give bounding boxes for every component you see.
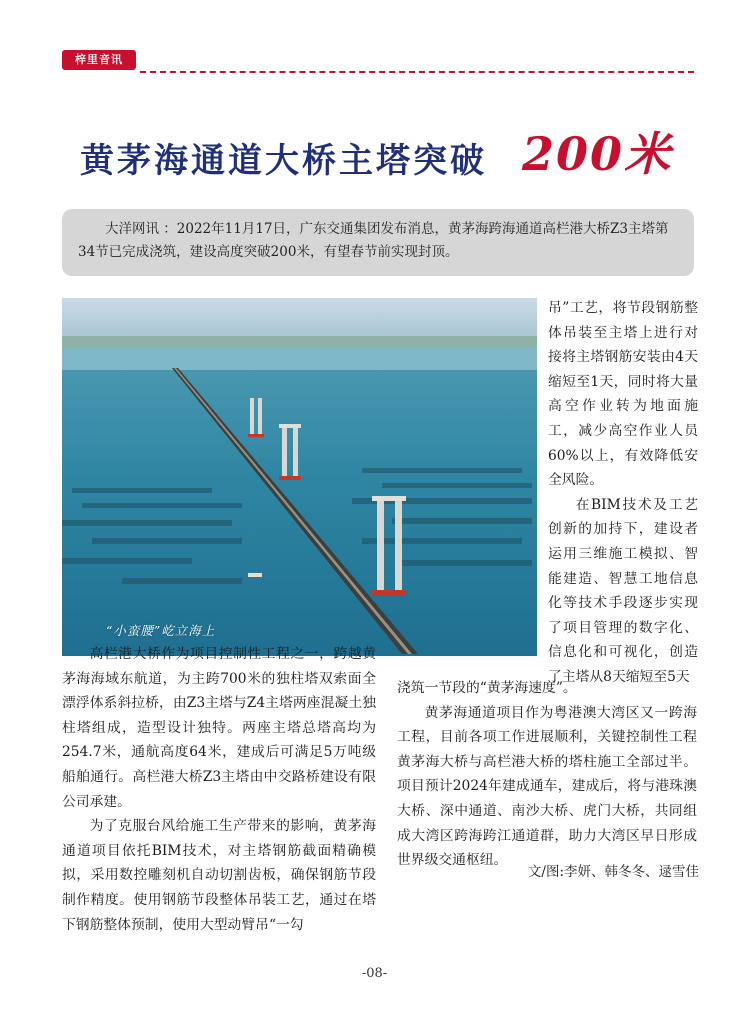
left-column — [62, 642, 376, 937]
title-number: 200米 — [522, 127, 673, 181]
paragraph: 为了克服台风给施工生产带来的影响，黄茅海通道项目依托BIM技术，对主塔钢筋截面精确模拟，采用数控雕刻机自动切割齿板，确保钢筋节段制作精度。使用钢筋节段整体吊装工艺，通过在塔下钢筋整体预制，使用大型动臂吊“一勾 — [62, 818, 376, 933]
author-credit: 文/图:李妍、韩冬冬、逯雪佳 — [527, 864, 699, 880]
paragraph-continuation: 浇筑一节段的“黄茅海速度”。 — [397, 680, 577, 696]
photo-caption: “小蛮腰”屹立海上 — [106, 623, 216, 638]
right-column-bottom — [397, 676, 697, 873]
paragraph: 黄茅海通道项目作为粤港澳大湾区又一跨海工程，目前各项工作进展顺利，关键控制性工程黄茅海大桥与高栏港大桥的塔柱施工全部过半。项目预计2024年建成通车，建成后，将与港珠澳大桥、深中通道、南沙大桥、虎门大桥，共同组成大湾区跨海跨江通道群，助力大湾区早日形成世界级交通枢纽。 — [397, 704, 697, 869]
lead-box — [62, 209, 694, 276]
lead-text: 大洋网讯 ：2022年11月17日，广东交通集团发布消息，黄茅海跨海通道高栏港大桥Z3主塔第34节已完成浇筑，建设高度突破200米，有望春节前实现封顶。 — [78, 221, 669, 260]
bridge-photo — [62, 298, 537, 656]
section-tag: 梓里音讯 — [62, 50, 136, 70]
paragraph: 吊”工艺，将节段钢筋整体吊装至主塔上进行对接将主塔钢筋安装由4天缩短至1天，同时将大量高空作业转为地面施工，减少高空作业人员60%以上，有效降低安全风险。 — [548, 300, 698, 489]
paragraph: 高栏港大桥作为项目控制性工程之一，跨越黄茅海海域东航道，为主跨700米的独柱塔双索面全漂浮体系斜拉桥，由Z3主塔与Z4主塔两座混凝土独柱塔组成，造型设计独特。两座主塔总塔高均为254.7米，通航高度64米，建成后可满足5万吨级船舶通行。高栏港大桥Z3主塔由中交路桥建设有限公司承建。 — [62, 646, 376, 810]
paragraph: 在BIM技术及工艺创新的加持下，建设者运用三维施工模拟、智能建造、智慧工地信息化等技术手段逐步实现了项目管理的数字化、信息化和可视化，创造了主塔从8天缩短至5天 — [548, 496, 698, 685]
page-number: -08- — [361, 966, 388, 981]
header-divider — [140, 71, 694, 73]
right-column-top — [548, 296, 698, 690]
page-title: 黄茅海通道大桥主塔突破 — [80, 141, 487, 181]
bridge-aerial-image — [62, 298, 537, 656]
